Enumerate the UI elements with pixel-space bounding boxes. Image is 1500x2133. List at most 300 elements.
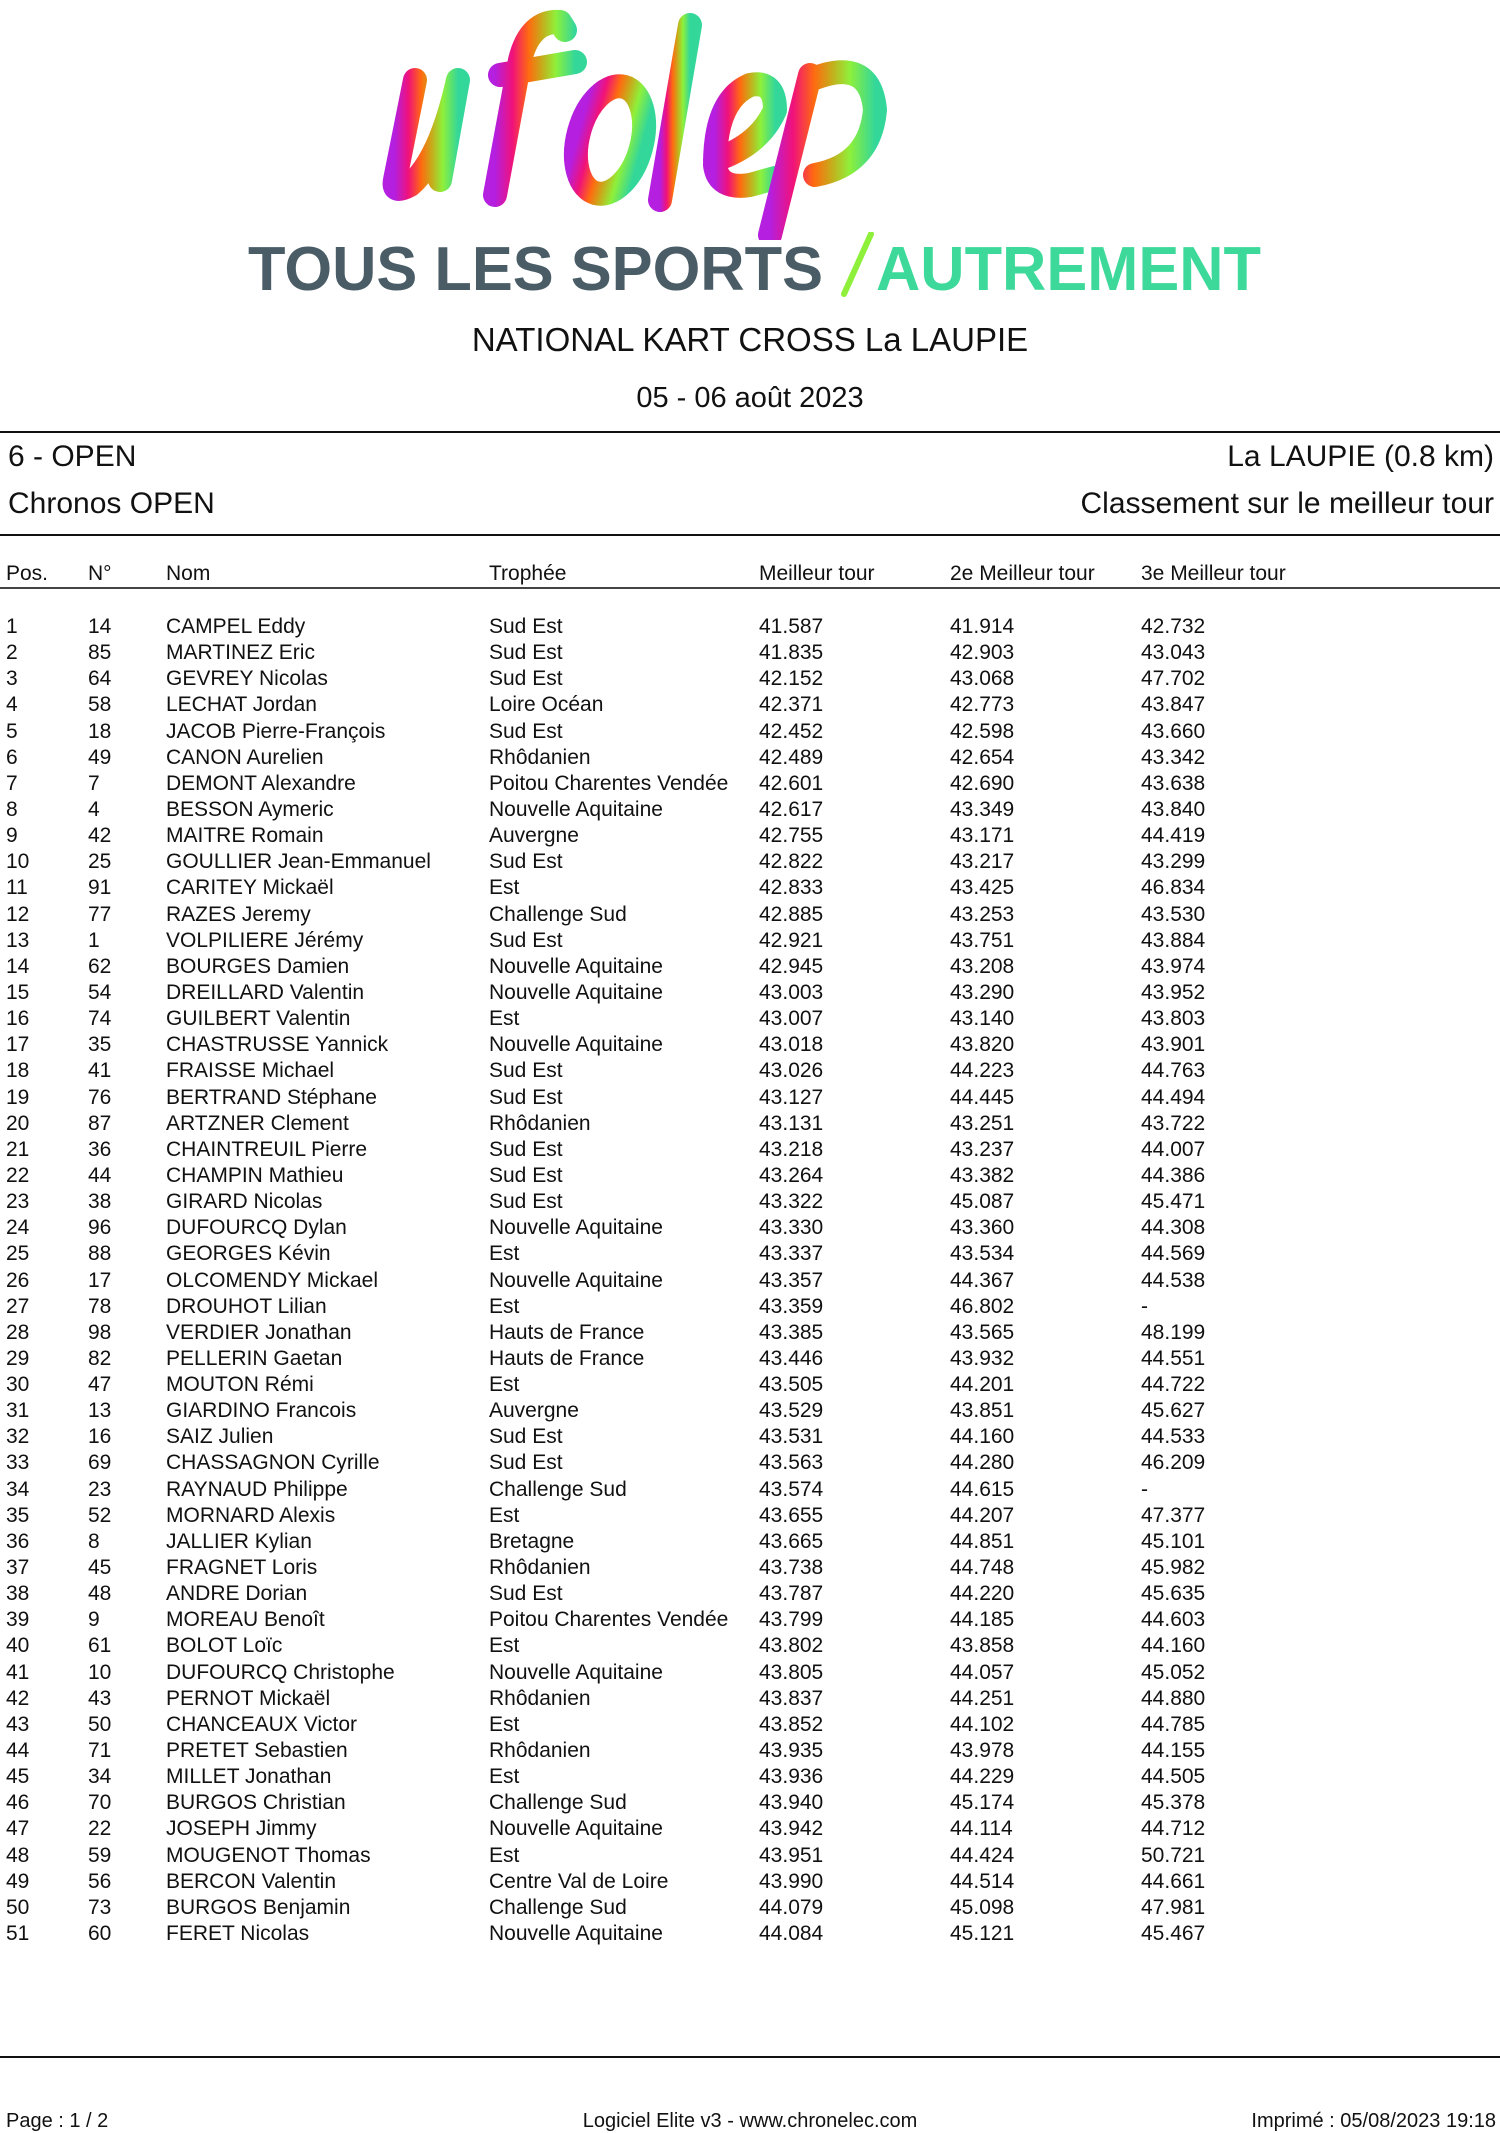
cell-second-lap: 43.237 xyxy=(950,1137,1015,1161)
cell-pos: 33 xyxy=(6,1451,30,1475)
cell-third-lap: 42.732 xyxy=(1141,615,1206,638)
cell-name: GOULLIER Jean-Emmanuel xyxy=(166,850,431,874)
cell-number: 77 xyxy=(88,902,112,926)
cell-pos: 39 xyxy=(6,1608,30,1632)
cell-trophy: Rhôdanien xyxy=(489,1739,591,1763)
cell-name: GIRARD Nicolas xyxy=(166,1190,323,1214)
cell-pos: 9 xyxy=(6,824,18,848)
cell-name: LECHAT Jordan xyxy=(166,693,317,717)
cell-third-lap: 44.763 xyxy=(1141,1059,1206,1083)
cell-trophy: Nouvelle Aquitaine xyxy=(489,1216,663,1240)
cell-pos: 26 xyxy=(6,1268,30,1292)
cell-pos: 47 xyxy=(6,1817,30,1841)
cell-number: 18 xyxy=(88,719,112,743)
cell-third-lap: 43.840 xyxy=(1141,797,1206,821)
cell-pos: 50 xyxy=(6,1895,30,1919)
cell-best-lap: 43.007 xyxy=(759,1007,824,1031)
cell-number: 78 xyxy=(88,1294,112,1318)
cell-name: SAIZ Julien xyxy=(166,1425,274,1449)
cell-best-lap: 42.921 xyxy=(759,928,824,952)
cell-second-lap: 42.903 xyxy=(950,641,1015,665)
cell-third-lap: 43.722 xyxy=(1141,1111,1206,1135)
cell-second-lap: 43.217 xyxy=(950,850,1015,874)
table-row xyxy=(0,666,1500,692)
cell-second-lap: 41.914 xyxy=(950,615,1015,638)
table-row xyxy=(0,1032,1500,1058)
divider-table-header xyxy=(0,587,1500,589)
table-row xyxy=(0,1163,1500,1189)
cell-second-lap: 46.802 xyxy=(950,1294,1015,1318)
cell-pos: 29 xyxy=(6,1346,30,1370)
cell-pos: 6 xyxy=(6,745,18,769)
cell-number: 23 xyxy=(88,1477,112,1501)
cell-trophy: Sud Est xyxy=(489,1451,563,1475)
cell-trophy: Nouvelle Aquitaine xyxy=(489,980,663,1004)
cell-trophy: Sud Est xyxy=(489,615,563,638)
cell-trophy: Est xyxy=(489,1294,520,1318)
cell-trophy: Challenge Sud xyxy=(489,1895,627,1919)
cell-name: MARTINEZ Eric xyxy=(166,641,315,665)
cell-second-lap: 43.068 xyxy=(950,667,1015,691)
cell-trophy: Centre Val de Loire xyxy=(489,1869,669,1893)
cell-second-lap: 43.565 xyxy=(950,1320,1015,1344)
table-row xyxy=(0,1764,1500,1790)
cell-trophy: Sud Est xyxy=(489,1085,563,1109)
cell-pos: 8 xyxy=(6,797,18,821)
cell-name: GUILBERT Valentin xyxy=(166,1007,351,1031)
cell-trophy: Auvergne xyxy=(489,824,579,848)
cell-third-lap: 48.199 xyxy=(1141,1320,1206,1344)
cell-number: 9 xyxy=(88,1608,100,1632)
table-row xyxy=(0,1241,1500,1267)
table-row xyxy=(0,771,1500,797)
cell-best-lap: 42.755 xyxy=(759,824,824,848)
cell-trophy: Nouvelle Aquitaine xyxy=(489,1817,663,1841)
cell-pos: 34 xyxy=(6,1477,30,1501)
cell-name: BERTRAND Stéphane xyxy=(166,1085,377,1109)
cell-second-lap: 43.978 xyxy=(950,1739,1015,1763)
cell-third-lap: 44.007 xyxy=(1141,1137,1206,1161)
cell-third-lap: 44.722 xyxy=(1141,1373,1206,1397)
cell-trophy: Sud Est xyxy=(489,1190,563,1214)
cell-best-lap: 42.601 xyxy=(759,771,824,795)
cell-second-lap: 44.185 xyxy=(950,1608,1015,1632)
cell-trophy: Sud Est xyxy=(489,1137,563,1161)
cell-second-lap: 43.751 xyxy=(950,928,1015,952)
software-credit: Logiciel Elite v3 - www.chronelec.com xyxy=(582,2110,918,2132)
cell-best-lap: 42.489 xyxy=(759,745,824,769)
cell-third-lap: - xyxy=(1141,1477,1148,1501)
cell-best-lap: 43.935 xyxy=(759,1739,824,1763)
cell-second-lap: 43.251 xyxy=(950,1111,1015,1135)
cell-third-lap: 43.884 xyxy=(1141,928,1206,952)
cell-trophy: Rhôdanien xyxy=(489,1111,591,1135)
cell-best-lap: 43.026 xyxy=(759,1059,824,1083)
cell-number: 34 xyxy=(88,1765,112,1789)
cell-third-lap: 44.308 xyxy=(1141,1216,1206,1240)
cell-second-lap: 44.251 xyxy=(950,1686,1015,1710)
cell-name: DROUHOT Lilian xyxy=(166,1294,327,1318)
cell-trophy: Sud Est xyxy=(489,667,563,691)
cell-name: PELLERIN Gaetan xyxy=(166,1346,343,1370)
cell-name: RAYNAUD Philippe xyxy=(166,1477,348,1501)
table-row xyxy=(0,1607,1500,1633)
cell-trophy: Sud Est xyxy=(489,1163,563,1187)
cell-name: FERET Nicolas xyxy=(166,1922,310,1945)
cell-number: 44 xyxy=(88,1163,112,1187)
cell-number: 56 xyxy=(88,1869,112,1893)
cell-second-lap: 44.220 xyxy=(950,1582,1015,1606)
cell-number: 38 xyxy=(88,1190,112,1214)
cell-pos: 25 xyxy=(6,1242,30,1266)
cell-best-lap: 43.852 xyxy=(759,1712,824,1736)
ufolep-logo xyxy=(370,0,1030,240)
cell-second-lap: 43.253 xyxy=(950,902,1015,926)
cell-best-lap: 43.385 xyxy=(759,1320,824,1344)
cell-third-lap: 44.494 xyxy=(1141,1085,1206,1109)
tagline-logo xyxy=(246,232,1266,298)
table-row xyxy=(0,954,1500,980)
printed-timestamp: Imprimé : 05/08/2023 19:18 xyxy=(1251,2110,1496,2132)
cell-third-lap: 44.880 xyxy=(1141,1686,1206,1710)
table-row xyxy=(0,1268,1500,1294)
cell-name: DUFOURCQ Dylan xyxy=(166,1216,347,1240)
table-row xyxy=(0,1085,1500,1111)
cell-best-lap: 43.359 xyxy=(759,1294,824,1318)
cell-pos: 38 xyxy=(6,1582,30,1606)
table-row xyxy=(0,745,1500,771)
table-row xyxy=(0,1529,1500,1555)
cell-best-lap: 42.371 xyxy=(759,693,824,717)
cell-pos: 4 xyxy=(6,693,18,717)
cell-name: FRAISSE Michael xyxy=(166,1059,335,1083)
cell-number: 82 xyxy=(88,1346,112,1370)
cell-number: 64 xyxy=(88,667,112,691)
cell-number: 47 xyxy=(88,1373,112,1397)
cell-pos: 21 xyxy=(6,1137,30,1161)
cell-best-lap: 43.738 xyxy=(759,1556,824,1580)
cell-trophy: Hauts de France xyxy=(489,1346,645,1370)
cell-pos: 37 xyxy=(6,1556,30,1580)
cell-name: CAMPEL Eddy xyxy=(166,615,306,638)
cell-second-lap: 44.201 xyxy=(950,1373,1015,1397)
cell-second-lap: 44.514 xyxy=(950,1869,1015,1893)
cell-third-lap: 45.467 xyxy=(1141,1922,1206,1945)
cell-third-lap: 44.569 xyxy=(1141,1242,1206,1266)
cell-pos: 36 xyxy=(6,1529,30,1553)
cell-best-lap: 41.587 xyxy=(759,615,824,638)
cell-trophy: Challenge Sud xyxy=(489,902,627,926)
cell-third-lap: - xyxy=(1141,1294,1148,1318)
table-row xyxy=(0,1790,1500,1816)
cell-pos: 44 xyxy=(6,1739,30,1763)
cell-third-lap: 44.386 xyxy=(1141,1163,1206,1187)
cell-pos: 48 xyxy=(6,1843,30,1867)
cell-number: 14 xyxy=(88,615,112,638)
cell-third-lap: 44.785 xyxy=(1141,1712,1206,1736)
cell-pos: 40 xyxy=(6,1634,30,1658)
table-row xyxy=(0,1712,1500,1738)
cell-trophy: Sud Est xyxy=(489,1582,563,1606)
cell-best-lap: 44.079 xyxy=(759,1895,824,1919)
cell-third-lap: 44.538 xyxy=(1141,1268,1206,1292)
cell-number: 71 xyxy=(88,1739,112,1763)
cell-third-lap: 44.160 xyxy=(1141,1634,1206,1658)
table-row xyxy=(0,1869,1500,1895)
cell-pos: 19 xyxy=(6,1085,30,1109)
cell-number: 87 xyxy=(88,1111,112,1135)
cell-name: MOUGENOT Thomas xyxy=(166,1843,371,1867)
cell-trophy: Challenge Sud xyxy=(489,1791,627,1815)
divider-section xyxy=(0,534,1500,536)
cell-trophy: Est xyxy=(489,1503,520,1527)
table-row xyxy=(0,1555,1500,1581)
cell-trophy: Rhôdanien xyxy=(489,745,591,769)
cell-third-lap: 44.155 xyxy=(1141,1739,1206,1763)
cell-second-lap: 45.087 xyxy=(950,1190,1015,1214)
cell-third-lap: 45.982 xyxy=(1141,1556,1206,1580)
cell-trophy: Nouvelle Aquitaine xyxy=(489,1268,663,1292)
cell-third-lap: 46.209 xyxy=(1141,1451,1206,1475)
cell-pos: 31 xyxy=(6,1399,30,1423)
cell-number: 76 xyxy=(88,1085,112,1109)
cell-third-lap: 44.533 xyxy=(1141,1425,1206,1449)
cell-second-lap: 45.121 xyxy=(950,1922,1015,1945)
cell-second-lap: 42.654 xyxy=(950,745,1015,769)
cell-number: 61 xyxy=(88,1634,112,1658)
cell-name: MOREAU Benoît xyxy=(166,1608,325,1632)
cell-best-lap: 43.837 xyxy=(759,1686,824,1710)
col-header-second-lap: 2e Meilleur tour xyxy=(950,562,1095,585)
cell-best-lap: 43.990 xyxy=(759,1869,824,1893)
table-row xyxy=(0,719,1500,745)
cell-pos: 17 xyxy=(6,1033,30,1057)
table-row xyxy=(0,1372,1500,1398)
cell-third-lap: 43.342 xyxy=(1141,745,1206,769)
col-header-number: N° xyxy=(88,562,112,585)
cell-number: 52 xyxy=(88,1503,112,1527)
cell-second-lap: 44.102 xyxy=(950,1712,1015,1736)
cell-second-lap: 42.598 xyxy=(950,719,1015,743)
cell-name: MAITRE Romain xyxy=(166,824,324,848)
table-row xyxy=(0,902,1500,928)
table-row xyxy=(0,1189,1500,1215)
cell-name: JOSEPH Jimmy xyxy=(166,1817,317,1841)
cell-third-lap: 44.551 xyxy=(1141,1346,1206,1370)
ranking-basis-label: Classement sur le meilleur tour xyxy=(1080,487,1494,520)
cell-trophy: Est xyxy=(489,1712,520,1736)
cell-number: 54 xyxy=(88,980,112,1004)
cell-trophy: Nouvelle Aquitaine xyxy=(489,797,663,821)
cell-third-lap: 43.299 xyxy=(1141,850,1206,874)
cell-second-lap: 43.290 xyxy=(950,980,1015,1004)
table-row xyxy=(0,1398,1500,1424)
table-row xyxy=(0,1477,1500,1503)
cell-best-lap: 42.885 xyxy=(759,902,824,926)
cell-best-lap: 43.787 xyxy=(759,1582,824,1606)
cell-best-lap: 43.127 xyxy=(759,1085,824,1109)
cell-pos: 22 xyxy=(6,1163,30,1187)
cell-best-lap: 43.357 xyxy=(759,1268,824,1292)
cell-second-lap: 44.114 xyxy=(950,1817,1013,1841)
cell-name: RAZES Jeremy xyxy=(166,902,311,926)
cell-name: OLCOMENDY Mickael xyxy=(166,1268,378,1292)
cell-second-lap: 45.174 xyxy=(950,1791,1015,1815)
cell-number: 8 xyxy=(88,1529,100,1553)
cell-name: CHANCEAUX Victor xyxy=(166,1712,357,1736)
cell-third-lap: 43.803 xyxy=(1141,1007,1206,1031)
cell-third-lap: 45.627 xyxy=(1141,1399,1206,1423)
cell-pos: 30 xyxy=(6,1373,30,1397)
cell-third-lap: 45.378 xyxy=(1141,1791,1206,1815)
cell-trophy: Sud Est xyxy=(489,928,563,952)
cell-trophy: Poitou Charentes Vendée xyxy=(489,771,729,795)
cell-best-lap: 43.322 xyxy=(759,1190,824,1214)
cell-number: 41 xyxy=(88,1059,112,1083)
cell-name: CHASSAGNON Cyrille xyxy=(166,1451,380,1475)
cell-number: 73 xyxy=(88,1895,112,1919)
cell-third-lap: 43.043 xyxy=(1141,641,1206,665)
table-row xyxy=(0,1006,1500,1032)
cell-third-lap: 44.505 xyxy=(1141,1765,1206,1789)
cell-number: 13 xyxy=(88,1399,112,1423)
table-row xyxy=(0,797,1500,823)
cell-pos: 2 xyxy=(6,641,18,665)
cell-number: 62 xyxy=(88,954,112,978)
cell-number: 45 xyxy=(88,1556,112,1580)
cell-name: VERDIER Jonathan xyxy=(166,1320,352,1344)
cell-second-lap: 43.425 xyxy=(950,876,1015,900)
cell-name: CHAMPIN Mathieu xyxy=(166,1163,344,1187)
cell-best-lap: 43.655 xyxy=(759,1503,824,1527)
cell-best-lap: 43.218 xyxy=(759,1137,824,1161)
cell-name: CARITEY Mickaël xyxy=(166,876,334,900)
cell-number: 50 xyxy=(88,1712,112,1736)
divider-top xyxy=(0,431,1500,433)
cell-second-lap: 44.057 xyxy=(950,1660,1015,1684)
cell-pos: 49 xyxy=(6,1869,30,1893)
col-header-pos: Pos. xyxy=(6,562,49,585)
cell-name: BURGOS Christian xyxy=(166,1791,346,1815)
cell-third-lap: 43.974 xyxy=(1141,954,1206,978)
cell-trophy: Poitou Charentes Vendée xyxy=(489,1608,729,1632)
svg-text:TOUS LES SPORTS: TOUS LES SPORTS xyxy=(248,235,823,298)
cell-pos: 20 xyxy=(6,1111,30,1135)
cell-number: 4 xyxy=(88,797,100,821)
svg-text:AUTREMENT: AUTREMENT xyxy=(876,235,1262,298)
cell-best-lap: 43.799 xyxy=(759,1608,824,1632)
cell-trophy: Est xyxy=(489,1634,520,1658)
cell-third-lap: 43.952 xyxy=(1141,980,1206,1004)
cell-trophy: Nouvelle Aquitaine xyxy=(489,954,663,978)
table-row xyxy=(0,1686,1500,1712)
event-dates: 05 - 06 août 2023 xyxy=(636,382,864,414)
cell-second-lap: 44.160 xyxy=(950,1425,1015,1449)
table-row xyxy=(0,1111,1500,1137)
cell-pos: 10 xyxy=(6,850,30,874)
page-indicator: Page : 1 / 2 xyxy=(6,2110,109,2132)
cell-second-lap: 43.858 xyxy=(950,1634,1015,1658)
cell-pos: 15 xyxy=(6,980,30,1004)
cell-second-lap: 45.098 xyxy=(950,1895,1015,1919)
cell-best-lap: 43.802 xyxy=(759,1634,824,1658)
cell-name: BURGOS Benjamin xyxy=(166,1895,351,1919)
cell-number: 70 xyxy=(88,1791,112,1815)
cell-best-lap: 41.835 xyxy=(759,641,824,665)
session-label: Chronos OPEN xyxy=(8,487,215,520)
cell-number: 25 xyxy=(88,850,112,874)
table-row xyxy=(0,1816,1500,1842)
cell-second-lap: 43.360 xyxy=(950,1216,1015,1240)
cell-pos: 46 xyxy=(6,1791,30,1815)
cell-number: 85 xyxy=(88,641,112,665)
cell-number: 36 xyxy=(88,1137,112,1161)
cell-pos: 41 xyxy=(6,1660,30,1684)
cell-trophy: Loire Océan xyxy=(489,693,604,717)
cell-name: CANON Aurelien xyxy=(166,745,324,769)
table-row xyxy=(0,1921,1500,1947)
cell-best-lap: 43.330 xyxy=(759,1216,824,1240)
cell-trophy: Rhôdanien xyxy=(489,1556,591,1580)
table-row xyxy=(0,849,1500,875)
cell-pos: 42 xyxy=(6,1686,30,1710)
table-row xyxy=(0,1633,1500,1659)
cell-second-lap: 44.424 xyxy=(950,1843,1015,1867)
cell-name: ANDRE Dorian xyxy=(166,1582,308,1606)
table-row xyxy=(0,1215,1500,1241)
cell-number: 58 xyxy=(88,693,112,717)
cell-trophy: Sud Est xyxy=(489,1059,563,1083)
cell-name: BOLOT Loïc xyxy=(166,1634,283,1658)
cell-number: 22 xyxy=(88,1817,112,1841)
cell-pos: 18 xyxy=(6,1059,30,1083)
cell-number: 10 xyxy=(88,1660,112,1684)
cell-third-lap: 44.661 xyxy=(1141,1869,1206,1893)
cell-third-lap: 47.702 xyxy=(1141,667,1206,691)
cell-trophy: Est xyxy=(489,1765,520,1789)
cell-trophy: Est xyxy=(489,1843,520,1867)
cell-pos: 3 xyxy=(6,667,18,691)
cell-best-lap: 43.940 xyxy=(759,1791,824,1815)
table-row xyxy=(0,1843,1500,1869)
cell-best-lap: 43.505 xyxy=(759,1373,824,1397)
cell-number: 7 xyxy=(88,771,100,795)
col-header-name: Nom xyxy=(166,562,211,585)
cell-second-lap: 43.932 xyxy=(950,1346,1015,1370)
cell-number: 59 xyxy=(88,1843,112,1867)
cell-number: 17 xyxy=(88,1268,112,1292)
cell-best-lap: 42.945 xyxy=(759,954,824,978)
cell-third-lap: 43.847 xyxy=(1141,693,1206,717)
cell-pos: 28 xyxy=(6,1320,30,1344)
cell-second-lap: 43.820 xyxy=(950,1033,1015,1057)
cell-trophy: Rhôdanien xyxy=(489,1686,591,1710)
cell-number: 16 xyxy=(88,1425,112,1449)
cell-pos: 5 xyxy=(6,719,18,743)
category-label: 6 - OPEN xyxy=(8,440,137,473)
cell-third-lap: 46.834 xyxy=(1141,876,1206,900)
cell-number: 69 xyxy=(88,1451,112,1475)
cell-name: GEORGES Kévin xyxy=(166,1242,331,1266)
cell-third-lap: 50.721 xyxy=(1141,1843,1206,1867)
cell-name: ARTZNER Clement xyxy=(166,1111,349,1135)
cell-pos: 14 xyxy=(6,954,30,978)
cell-name: CHAINTREUIL Pierre xyxy=(166,1137,368,1161)
cell-second-lap: 44.748 xyxy=(950,1556,1015,1580)
cell-second-lap: 44.615 xyxy=(950,1477,1015,1501)
cell-second-lap: 43.349 xyxy=(950,797,1015,821)
cell-best-lap: 43.805 xyxy=(759,1660,824,1684)
